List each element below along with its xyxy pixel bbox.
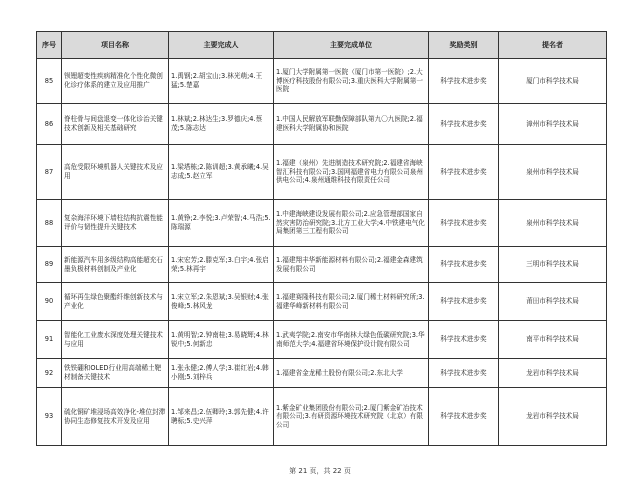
row-project-name: 硫化铜矿堆浸场高效净化-堆位封滞协同生态修复技术开发及应用 xyxy=(62,388,169,446)
row-award-type: 科学技术进步奖 xyxy=(429,104,499,145)
table-row xyxy=(37,200,607,247)
row-persons: 1.宋宏芳;2.滕克军;3.白宇;4.张启荣;5.林再宇 xyxy=(169,247,274,283)
row-no: 88 xyxy=(37,200,62,247)
row-nominator: 莆田市科学技术局 xyxy=(499,283,607,321)
row-no: 89 xyxy=(37,247,62,283)
row-project-name: 钡锂超变性疾病精准化个性化微创化诊疗体系的建立及应用推广 xyxy=(62,59,169,104)
row-nominator: 厦门市科学技术局 xyxy=(499,59,607,104)
header-no: 序号 xyxy=(37,32,62,59)
row-project-name: 智能化工业废水深度处理关键技术与应用 xyxy=(62,321,169,359)
table-row xyxy=(37,59,607,104)
row-award-type: 科学技术进步奖 xyxy=(429,145,499,200)
row-award-type: 科学技术进步奖 xyxy=(429,200,499,247)
row-nominator: 漳州市科学技术局 xyxy=(499,104,607,145)
row-units: 1.武夷学院;2.南安市华南林大绿色低碳研究院;3.华南师范大学;4.福建省环境保护设计院有限公司 xyxy=(274,321,429,359)
row-no: 91 xyxy=(37,321,62,359)
table-row xyxy=(37,321,607,359)
row-persons: 1.黄铮;2.李悦;3.卢荣智;4.马浩;5.陈瑞源 xyxy=(169,200,274,247)
table-row xyxy=(37,388,607,446)
row-award-type: 科学技术进步奖 xyxy=(429,59,499,104)
header-project-name: 项目名称 xyxy=(62,32,169,59)
page-number-footer: 第 21 页，共 22 页 xyxy=(289,467,351,475)
table-row xyxy=(37,145,607,200)
row-units: 1.中建海峡建设发展有限公司;2.应急管理部国家自然灾害防治研究院;3.北方工业大学;4.中铁建电气化局集团第三工程有限公司 xyxy=(274,200,429,247)
row-no: 92 xyxy=(37,359,62,388)
row-units: 1.福建省金龙稀土股份有限公司;2.东北大学 xyxy=(274,359,429,388)
row-units: 1.厦门大学附属第一医院（厦门市第一医院）;2.大博医疗科技股份有限公司;3.重庆医科大学附属第一医院 xyxy=(274,59,429,104)
row-project-name: 循环再生绿色聚酯纤维创新技术与产业化 xyxy=(62,283,169,321)
row-nominator: 三明市科学技术局 xyxy=(499,247,607,283)
row-nominator: 泉州市科学技术局 xyxy=(499,200,607,247)
table-row xyxy=(37,359,607,388)
table-row xyxy=(37,247,607,283)
row-project-name: 铁铁硼和OLED行业用高端稀土靶材制备关键技术 xyxy=(62,359,169,388)
row-nominator: 龙岩市科学技术局 xyxy=(499,359,607,388)
row-award-type: 科学技术进步奖 xyxy=(429,388,499,446)
row-award-type: 科学技术进步奖 xyxy=(429,283,499,321)
row-no: 85 xyxy=(37,59,62,104)
row-no: 87 xyxy=(37,145,62,200)
row-nominator: 龙岩市科学技术局 xyxy=(499,388,607,446)
table-header-row xyxy=(37,32,607,59)
row-no: 90 xyxy=(37,283,62,321)
row-persons: 1.宋立军;2.朱恩斌;3.吴银财;4.张俊峰;5.林风龙 xyxy=(169,283,274,321)
row-units: 1.福建赛隆科技有限公司;2.厦门稀土材料研究所;3.福建华峰新材料有限公司 xyxy=(274,283,429,321)
row-no: 93 xyxy=(37,388,62,446)
header-units: 主要完成单位 xyxy=(274,32,429,59)
row-project-name: 复杂海洋环境下墙柱结构抗震性能评价与韧性提升关键技术 xyxy=(62,200,169,247)
row-award-type: 科学技术进步奖 xyxy=(429,321,499,359)
table-row xyxy=(37,104,607,145)
row-project-name: 新能源汽车用多级结构高能超充石墨负极材料创制及产业化 xyxy=(62,247,169,283)
table-row xyxy=(37,283,607,321)
row-award-type: 科学技术进步奖 xyxy=(429,247,499,283)
row-units: 1.福建（泉州）先进制造技术研究院;2.福建省海峡智汇科技有限公司;3.国网福建省电力有限公司泉州供电公司;4.泉州通维科技有限责任公司 xyxy=(274,145,429,200)
row-persons: 1.黄明智;2.钟南桂;3.易晓辉;4.林锐中;5.何新忠 xyxy=(169,321,274,359)
row-persons: 1.梁塔栋;2.陈训超;3.黄承曦;4.吴志成;5.赵立军 xyxy=(169,145,274,200)
row-project-name: 高危受限环境机器人关键技术及应用 xyxy=(62,145,169,200)
header-nominator: 提名者 xyxy=(499,32,607,59)
row-units: 1.中国人民解放军联勤保障部队第九〇九医院;2.福建医科大学附属协和医院 xyxy=(274,104,429,145)
row-nominator: 泉州市科学技术局 xyxy=(499,145,607,200)
row-nominator: 南平市科学技术局 xyxy=(499,321,607,359)
row-persons: 1.张永健;2.傅人学;3.崔红岩;4.韩小刚;5.刘梓兵 xyxy=(169,359,274,388)
awards-table xyxy=(36,31,607,446)
header-persons: 主要完成人 xyxy=(169,32,274,59)
row-persons: 1.林斌;2.林达生;3.罗德庆;4.蔡茂;5.陈志达 xyxy=(169,104,274,145)
row-persons: 1.禹钢;2.胡宝山;3.林光萌;4.王猛;5.楚嘉 xyxy=(169,59,274,104)
row-no: 86 xyxy=(37,104,62,145)
row-award-type: 科学技术进步奖 xyxy=(429,359,499,388)
row-units: 1.福建翔丰华新能源材料有限公司;2.福建金森建筑发展有限公司 xyxy=(274,247,429,283)
header-award-type: 奖励类别 xyxy=(429,32,499,59)
row-project-name: 脊柱骨与间盘退变一体化诊治关键技术创新及相关基础研究 xyxy=(62,104,169,145)
row-units: 1.紫金矿业集团股份有限公司;2.厦门紫金矿冶技术有限公司;3.有研资源环境技术研究院（北京）有限公司 xyxy=(274,388,429,446)
row-persons: 1.邹来昌;2.伍卿玲;3.郭先健;4.许聘标;5.史兴萍 xyxy=(169,388,274,446)
